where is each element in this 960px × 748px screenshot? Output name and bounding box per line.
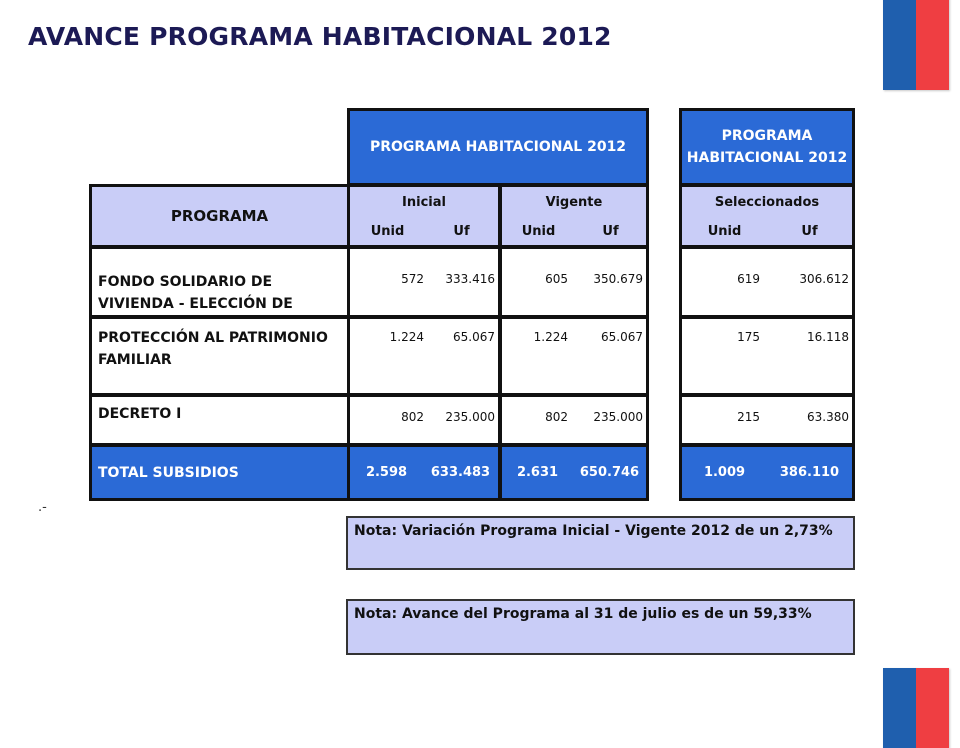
total-sel-uf: 386.110	[767, 444, 855, 501]
flag-red-band	[916, 0, 949, 90]
slide-title: AVANCE PROGRAMA HABITACIONAL 2012	[28, 22, 612, 51]
row-inicial-unid: 1.224	[347, 316, 427, 396]
row-vigente-uf: 235.000	[571, 394, 649, 446]
inicial-unid-header: Unid	[347, 218, 425, 248]
row-sel-uf: 16.118	[763, 316, 855, 396]
sel-unid-header: Unid	[679, 218, 767, 248]
row-inicial-uf: 333.416	[427, 246, 501, 318]
flag-blue-band	[883, 668, 916, 748]
side-table-header: PROGRAMA HABITACIONAL 2012	[679, 108, 855, 186]
inicial-group-header: Inicial	[347, 184, 501, 218]
total-vigente-uf: 650.746	[573, 444, 649, 501]
total-inicial-uf: 633.483	[423, 444, 501, 501]
row-program-name: FONDO SOLIDARIO DE VIVIENDA - ELECCIÓN DE	[89, 246, 350, 318]
row-program-name: PROTECCIÓN AL PATRIMONIO FAMILIAR	[89, 316, 350, 396]
vigente-unid-header: Unid	[499, 218, 575, 248]
chile-flag-stripe-bottom	[883, 668, 949, 748]
row-inicial-unid: 802	[347, 394, 427, 446]
total-inicial-unid: 2.598	[347, 444, 423, 501]
row-program-name: DECRETO I	[89, 394, 350, 446]
row-vigente-uf: 350.679	[571, 246, 649, 318]
row-inicial-uf: 235.000	[427, 394, 501, 446]
total-sel-unid: 1.009	[679, 444, 767, 501]
seleccionados-group-header: Seleccionados	[679, 184, 855, 218]
row-vigente-unid: 605	[499, 246, 571, 318]
row-inicial-unid: 572	[347, 246, 427, 318]
row-inicial-uf: 65.067	[427, 316, 501, 396]
stray-mark: .-	[38, 500, 47, 515]
row-sel-unid: 215	[679, 394, 763, 446]
row-sel-uf: 63.380	[763, 394, 855, 446]
note-progress: Nota: Avance del Programa al 31 de julio es de un 59,33%	[346, 599, 855, 655]
note-variation: Nota: Variación Programa Inicial - Vigente 2012 de un 2,73%	[346, 516, 855, 570]
row-sel-unid: 619	[679, 246, 763, 318]
flag-blue-band	[883, 0, 916, 90]
row-vigente-uf: 65.067	[571, 316, 649, 396]
vigente-uf-header: Uf	[575, 218, 649, 248]
row-sel-unid: 175	[679, 316, 763, 396]
row-sel-uf: 306.612	[763, 246, 855, 318]
chile-flag-stripe-top	[883, 0, 949, 90]
total-vigente-unid: 2.631	[499, 444, 573, 501]
programa-column-header: PROGRAMA	[89, 184, 350, 248]
main-table-header: PROGRAMA HABITACIONAL 2012	[347, 108, 649, 186]
vigente-group-header: Vigente	[499, 184, 649, 218]
sel-uf-header: Uf	[767, 218, 855, 248]
row-vigente-unid: 802	[499, 394, 571, 446]
inicial-uf-header: Uf	[425, 218, 501, 248]
flag-red-band	[916, 668, 949, 748]
total-label: TOTAL SUBSIDIOS	[89, 444, 350, 501]
row-vigente-unid: 1.224	[499, 316, 571, 396]
